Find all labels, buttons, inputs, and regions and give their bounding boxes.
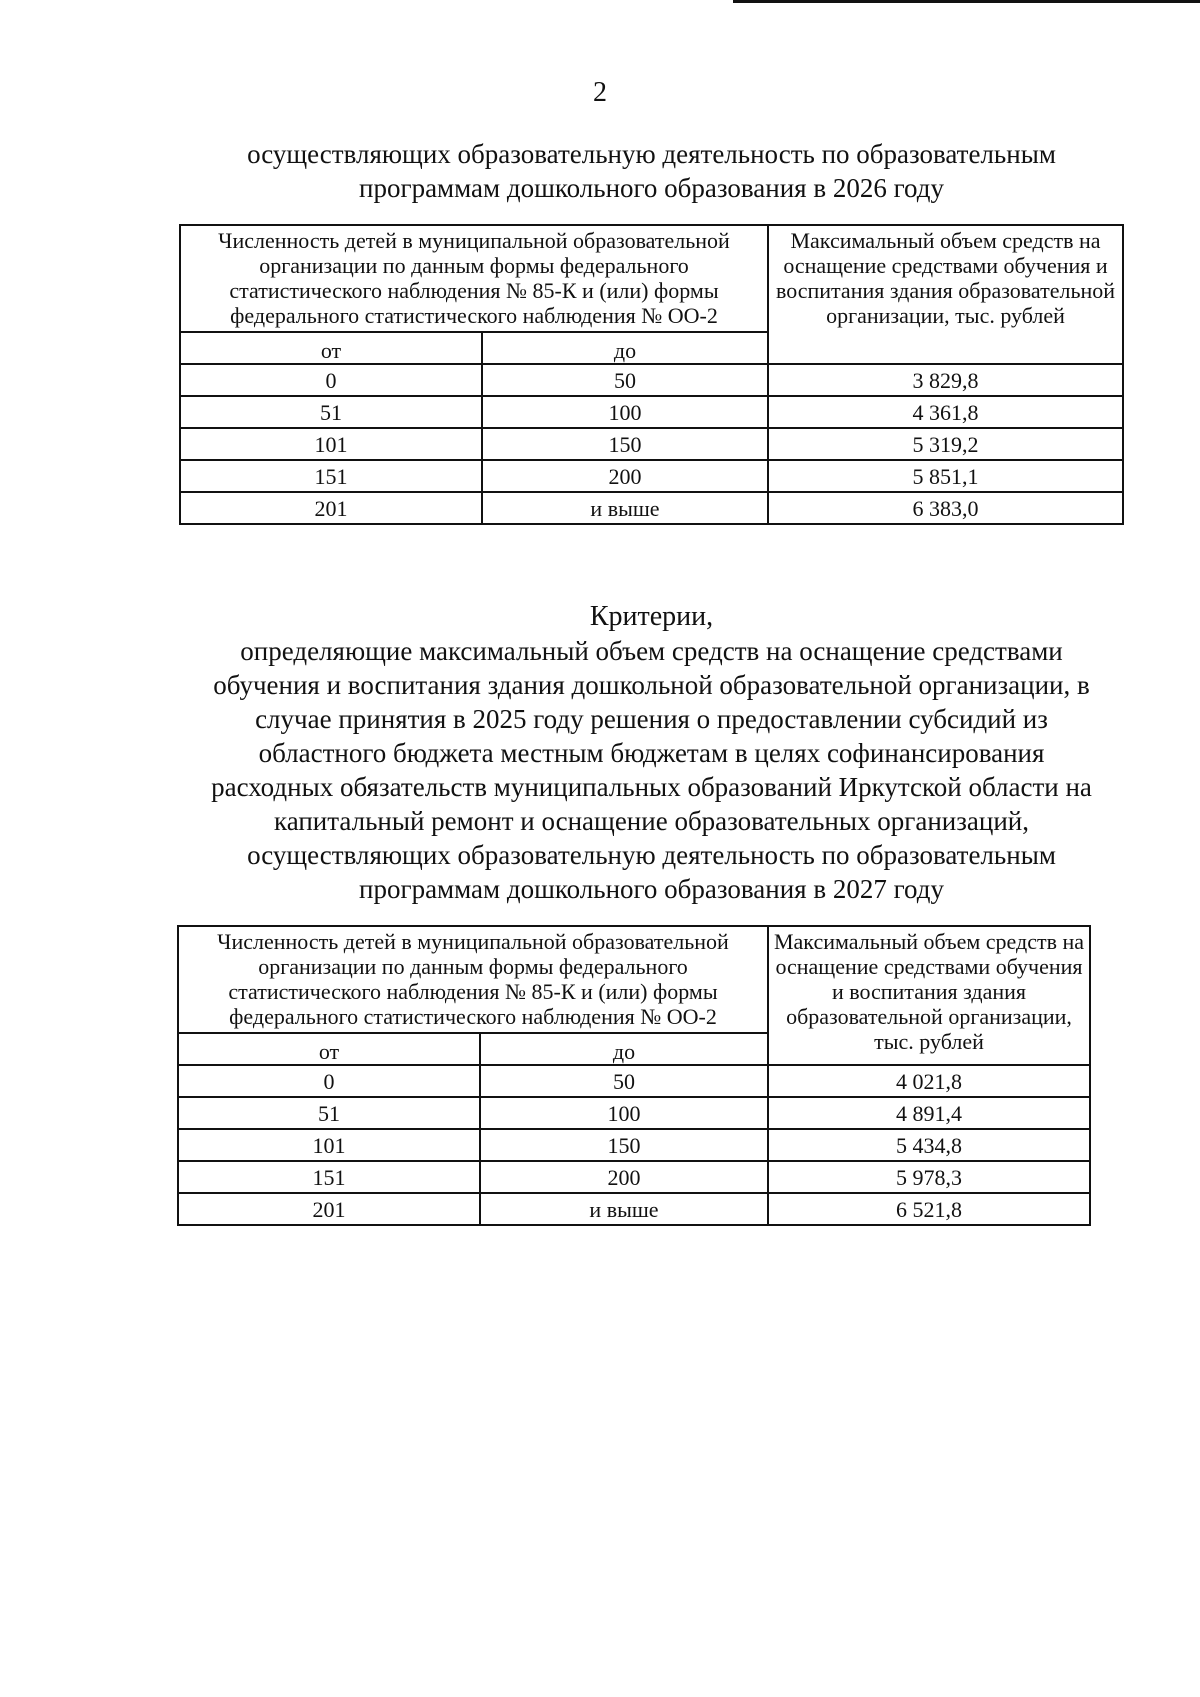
cell-from: 201 [180,492,482,524]
table-row [178,1065,1090,1097]
cell-to: 150 [480,1129,768,1161]
cell-to: 200 [480,1161,768,1193]
table-row [180,460,1123,492]
section-2026-heading [120,137,1183,205]
cell-to: и выше [482,492,768,524]
cell-amount: 4 361,8 [768,396,1123,428]
table-row [178,1193,1090,1225]
column-header-from: от [178,1033,480,1065]
table-header-max-funds: Максимальный объем средств на оснащение средствами обучения и воспитания здания образовательной организации, тыс. рублей [768,926,1090,1065]
cell-amount: 3 829,8 [768,364,1123,396]
heading-line: обучения и воспитания здания дошкольной образовательной организации, в [213,670,1090,700]
section-2027-heading [120,600,1183,906]
heading-line: областного бюджета местным бюджетам в целях софинансирования [258,738,1045,768]
table-2026 [179,224,1124,525]
column-header-to: до [480,1033,768,1065]
heading-line: программам дошкольного образования в 2027 году [359,874,944,904]
cell-amount: 5 319,2 [768,428,1123,460]
column-header-from: от [180,332,482,364]
cell-from: 101 [180,428,482,460]
table-header-max-funds: Максимальный объем средств на оснащение средствами обучения и воспитания здания образовательной организации, тыс. рублей [768,225,1123,364]
table-row [180,428,1123,460]
heading-line: капитальный ремонт и оснащение образовательных организаций, [274,806,1029,836]
table-header-children-count: Численность детей в муниципальной образовательной организации по данным формы федерального статистического наблюдения № 85-К и (или) формы федерального статистического наблюдения № ОО-2 [180,225,768,332]
cell-amount: 6 383,0 [768,492,1123,524]
cell-to: 100 [482,396,768,428]
cell-amount: 5 978,3 [768,1161,1090,1193]
top-rule [733,0,1200,3]
cell-from: 51 [178,1097,480,1129]
cell-from: 0 [178,1065,480,1097]
cell-from: 0 [180,364,482,396]
table-row [178,1161,1090,1193]
table-row [178,1097,1090,1129]
heading-line: расходных обязательств муниципальных образований Иркутской области на [211,772,1092,802]
cell-from: 151 [178,1161,480,1193]
table-row [180,364,1123,396]
table-header-children-count: Численность детей в муниципальной образовательной организации по данным формы федерального статистического наблюдения № 85-К и (или) формы федерального статистического наблюдения № ОО-2 [178,926,768,1033]
cell-to: 150 [482,428,768,460]
cell-amount: 5 434,8 [768,1129,1090,1161]
cell-to: 50 [482,364,768,396]
heading-line: определяющие максимальный объем средств на оснащение средствами [240,636,1063,666]
page-number: 2 [593,77,607,108]
column-header-to: до [482,332,768,364]
table-row [180,492,1123,524]
cell-to: 50 [480,1065,768,1097]
criteria-title: Критерии, [589,601,714,632]
cell-to: 100 [480,1097,768,1129]
table-row [178,1129,1090,1161]
cell-from: 101 [178,1129,480,1161]
cell-from: 51 [180,396,482,428]
cell-from: 201 [178,1193,480,1225]
heading-line: программам дошкольного образования в 2026 году [359,173,944,203]
table-2027 [177,925,1091,1226]
heading-line: осуществляющих образовательную деятельность по образовательным [247,139,1056,169]
heading-line: осуществляющих образовательную деятельность по образовательным [247,840,1056,870]
heading-line: случае принятия в 2025 году решения о предоставлении субсидий из [255,704,1048,734]
cell-from: 151 [180,460,482,492]
cell-amount: 5 851,1 [768,460,1123,492]
cell-amount: 4 021,8 [768,1065,1090,1097]
table-row [180,396,1123,428]
cell-amount: 4 891,4 [768,1097,1090,1129]
cell-to: и выше [480,1193,768,1225]
cell-amount: 6 521,8 [768,1193,1090,1225]
cell-to: 200 [482,460,768,492]
